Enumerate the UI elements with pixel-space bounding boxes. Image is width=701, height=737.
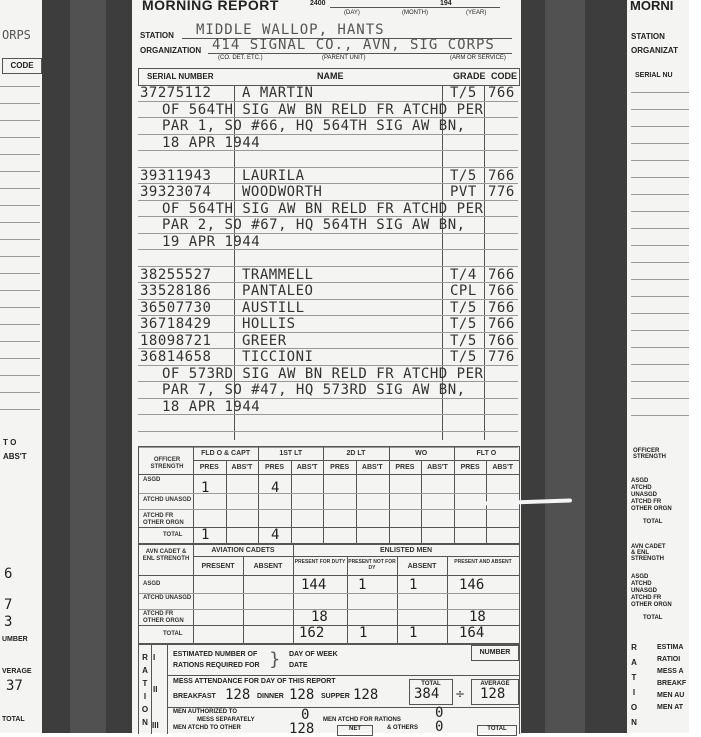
officer-asgd-1lt-pres: 4 (271, 480, 280, 496)
officer-col-rule (519, 447, 520, 543)
rations-date: DATE (289, 662, 308, 669)
entry-serial: 36507730 (140, 299, 212, 316)
form-title: MORNING REPORT (142, 0, 279, 13)
enlisted-col-rule (447, 557, 448, 643)
enlisted-other-total: 18 (469, 609, 486, 625)
right-page-station: STATION (631, 32, 665, 41)
right-page-rule (631, 211, 689, 212)
left-page-rule (0, 154, 40, 155)
entry-remark: PAR 1, SO #66, HQ 564TH SIG AW BN, (162, 118, 466, 134)
enlisted-other-pfd: 18 (311, 609, 328, 625)
officer-group-3: 2D LT (346, 450, 366, 457)
officer-rule (139, 474, 519, 475)
enlisted-row-asgd: ASGD (143, 581, 161, 587)
net-box: NET (337, 725, 373, 736)
entry-remark: OF 564TH SIG AW BN RELD FR ATCHD PER (162, 101, 484, 118)
left-page-num-7: 7 (4, 597, 13, 613)
entry-remark: OF 573RD SIG AW BN RELD FR ATCHD PER (162, 365, 484, 382)
average-box-label: AVERAGE (480, 681, 510, 687)
enlisted-absent: ABSENT (407, 563, 437, 570)
column-code: CODE (491, 71, 518, 81)
officer-absent: ABS'T (231, 464, 253, 471)
org-caption-1: (CO. DET. ETC.) (218, 55, 263, 61)
entry-serial: 18098721 (140, 332, 212, 349)
organization-label: ORGANIZATION (140, 46, 202, 55)
average-box (471, 679, 519, 705)
officer-rule (139, 509, 519, 510)
officer-row-other: ATCHD FR OTHER ORGN (143, 513, 184, 526)
entry-remark-row (138, 102, 518, 119)
entry-remark-row (138, 217, 518, 234)
table-row (138, 333, 518, 350)
officer-absent: ABS'T (492, 464, 514, 471)
right-page-rule (631, 228, 689, 229)
left-page-total: TOTAL (2, 716, 25, 723)
officer-rule (139, 527, 519, 528)
officer-row-asgd: ASGD (143, 477, 161, 483)
entry-grade: T/5 (450, 167, 477, 184)
left-adjacent-page (0, 0, 42, 733)
officer-pres: PRES (264, 464, 285, 471)
entry-serial: 39323074 (140, 184, 212, 200)
right-page-rows-2: ASGD ATCHD UNASGD ATCHD FR OTHER ORGN TOTAL (631, 574, 672, 621)
enlisted-asgd-pnfd: 1 (358, 577, 367, 593)
entry-name: AUSTILL (242, 299, 305, 316)
left-page-rule (0, 222, 40, 223)
officer-row-atchd: ATCHD UNASGD (143, 497, 192, 503)
entry-name: A MARTIN (242, 85, 314, 101)
officer-rule (139, 493, 519, 494)
total-box (409, 679, 453, 705)
dinner-label: DINNER (257, 693, 284, 700)
entry-remark-row (138, 366, 518, 383)
column-header (138, 68, 520, 86)
right-page-rule (631, 364, 689, 365)
station-label: STATION (140, 31, 174, 40)
officer-rule (193, 460, 519, 461)
officer-total-1lt-pres: 4 (271, 527, 280, 543)
organization-line (208, 53, 512, 54)
enlisted-asgd-total: 146 (459, 577, 485, 593)
entry-serial: 39311943 (140, 167, 212, 184)
left-page-rule (0, 358, 40, 359)
enlisted-total-total: 164 (459, 625, 485, 641)
roman-3: III (152, 721, 159, 730)
right-page-rule (631, 126, 689, 127)
right-page-rule (631, 194, 689, 195)
officer-pres: PRES (330, 464, 350, 471)
entry-code: 766 (488, 283, 515, 299)
org-caption-2: (PARENT UNIT) (322, 55, 366, 61)
atchd-rations-value: 0 (435, 705, 444, 721)
entry-remark: PAR 7, SO #47, HQ 573RD SIG AW BN, (162, 382, 466, 398)
entry-remark-row (138, 118, 518, 135)
right-page-rule (631, 296, 689, 297)
officer-group-2: 1ST LT (279, 450, 303, 457)
left-page-rule (0, 341, 40, 342)
rations-estimated: ESTIMATED NUMBER OF (173, 651, 258, 658)
date-caption-month: (MONTH) (402, 10, 428, 16)
officer-group-5: FLT O (476, 450, 497, 457)
right-page-rule (631, 415, 689, 416)
breakfast-label: BREAKFAST (173, 693, 216, 700)
entry-name: PANTALEO (242, 283, 314, 299)
organization-value: 414 SIGNAL CO., AVN, SIG CORPS (212, 37, 495, 53)
total-box-value: 384 (414, 686, 440, 702)
left-page-number: UMBER (2, 636, 28, 643)
film-strip-left-highlight (70, 0, 106, 733)
form-year: 194 (440, 0, 452, 7)
entry-list (138, 85, 518, 440)
table-row (138, 267, 518, 284)
right-page-rule (631, 160, 689, 161)
column-name: NAME (317, 71, 344, 81)
left-page-num-3: 3 (4, 614, 13, 630)
date-caption-day: (DAY) (344, 10, 360, 16)
entry-grade: T/4 (450, 266, 477, 283)
entry-remark: 19 APR 1944 (162, 233, 261, 250)
left-page-abst: ABS'T (3, 452, 27, 461)
entry-grade: T/5 (450, 85, 477, 101)
left-page-rule (0, 409, 40, 410)
entry-remark: OF 564TH SIG AW BN RELD FR ATCHD PER (162, 200, 484, 217)
table-row (138, 283, 518, 300)
station-value: MIDDLE WALLOP, HANTS (196, 22, 385, 38)
atchd-rations: MEN ATCHD FOR RATIONS (323, 717, 401, 723)
total2-box: TOTAL (477, 725, 517, 736)
entry-name: WOODWORTH (242, 184, 323, 200)
left-page-rule (0, 290, 40, 291)
right-page-title: MORNI (630, 0, 674, 13)
officer-pres: PRES (395, 464, 415, 471)
form-time: 2400 (310, 0, 326, 7)
rations-day-of-week: DAY OF WEEK (289, 651, 338, 658)
entry-serial: 36814658 (140, 349, 212, 365)
left-page-average: VERAGE (2, 668, 32, 675)
right-page-rule (631, 330, 689, 331)
enlisted-row-other: ATCHD FR OTHER ORGN (143, 611, 184, 624)
right-page-rows: ASGD ATCHD UNASGD ATCHD FR OTHER ORGN TOTAL (631, 478, 672, 525)
present-for-duty: PRESENT FOR DUTY (294, 559, 346, 565)
officer-col-rule (389, 447, 390, 543)
officer-total-fld-pres: 1 (201, 527, 210, 543)
roman-2: II (153, 685, 158, 694)
officer-col-rule (323, 447, 324, 543)
mess-attendance: MESS ATTENDANCE FOR DAY OF THIS REPORT (173, 678, 336, 685)
left-page-rule (0, 375, 40, 376)
dinner-value: 128 (289, 687, 315, 703)
left-page-corps: ORPS (2, 28, 31, 42)
entry-serial: 37275112 (140, 85, 212, 101)
left-page-rule (0, 137, 40, 138)
authorized-2: MESS SEPARATELY (197, 717, 255, 723)
entry-code: 776 (488, 184, 515, 200)
right-page-rule (631, 398, 689, 399)
rations-section (138, 644, 520, 737)
entry-remark-row (138, 234, 518, 251)
right-page-cadet: AVN CADET & ENL STRENGTH (631, 544, 666, 562)
left-page-rule (0, 392, 40, 393)
left-page-rule (0, 120, 40, 121)
others-value: 0 (435, 719, 444, 735)
table-row (138, 349, 518, 366)
officer-row-total: TOTAL (163, 532, 183, 538)
aviation-cadets-header: AVIATION CADETS (211, 547, 275, 554)
entry-grade: CPL (450, 283, 477, 299)
entry-name: LAURILA (242, 167, 305, 184)
enlisted-total-pnfd: 1 (359, 625, 368, 641)
entry-name: GREER (242, 332, 287, 349)
total-box-label: TOTAL (421, 681, 441, 687)
others-label: & OTHERS (387, 725, 419, 731)
right-page-rule (631, 177, 689, 178)
rations-divider-2 (167, 645, 168, 734)
rations-rule-2 (167, 707, 519, 708)
left-page-rule (0, 171, 40, 172)
supper-value: 128 (353, 687, 379, 703)
left-page-code-header: CODE (2, 58, 42, 74)
authorized-1: MEN AUTHORIZED TO (173, 709, 237, 715)
right-page-serial: SERIAL NU (635, 72, 673, 79)
right-page-rule (631, 143, 689, 144)
entry-remark-row (138, 399, 518, 416)
org-caption-3: (ARM OR SERVICE) (450, 55, 506, 61)
right-page-rule (631, 245, 689, 246)
left-page-rule (0, 239, 40, 240)
entry-name: HOLLIS (242, 316, 296, 332)
entry-remark-row (138, 382, 518, 399)
right-page-officer: OFFICER STRENGTH (633, 448, 666, 460)
right-page-rule (631, 262, 689, 263)
entry-code: 766 (488, 266, 515, 283)
enlisted-total-abs: 1 (409, 625, 418, 641)
left-page-avg-value: 37 (6, 678, 23, 694)
column-serial: SERIAL NUMBER (147, 72, 214, 81)
officer-asgd-fld-pres: 1 (201, 480, 210, 496)
entry-grade: T/5 (450, 299, 477, 316)
present-not-for-duty: PRESENT NOT FOR DY (348, 559, 396, 571)
atchd-other: MEN ATCHD TO OTHER (173, 725, 241, 731)
entry-code: 766 (488, 332, 515, 349)
left-page-to: T O (3, 438, 17, 447)
officer-corner: OFFICER STRENGTH (150, 457, 184, 470)
entry-serial: 33528186 (140, 283, 212, 299)
enlisted-asgd-abs: 1 (409, 577, 418, 593)
entry-grade: T/5 (450, 349, 477, 365)
entry-serial: 38255527 (140, 266, 212, 283)
enlisted-corner: AVN CADET & ENL STRENGTH (142, 549, 190, 562)
rations-number-box: NUMBER (471, 645, 519, 661)
entry-rule (138, 431, 518, 432)
enlisted-asgd-pfd: 144 (301, 577, 327, 593)
left-page-num-6: 6 (4, 566, 13, 582)
enlisted-col-rule (193, 545, 194, 643)
officer-pres: PRES (199, 464, 219, 471)
supper-label: SUPPER (321, 693, 350, 700)
date-caption-year: (YEAR) (466, 10, 487, 16)
atchd-other-value: 128 (289, 721, 315, 737)
entry-remark: 18 APR 1944 (162, 134, 261, 151)
officer-absent: ABS'T (361, 464, 383, 471)
entry-remark-row (138, 135, 518, 152)
left-page-rule (0, 307, 40, 308)
entry-code: 776 (488, 349, 515, 365)
table-row (138, 316, 518, 333)
entry-remark-row (138, 201, 518, 218)
left-page-rule (0, 86, 40, 87)
officer-col-rule (193, 447, 194, 543)
enlisted-row-atchd: ATCHD UNASGD (143, 595, 192, 601)
date-line (330, 7, 500, 8)
table-row (138, 184, 518, 201)
entry-name: TRAMMELL (242, 266, 314, 283)
officer-absent: ABS'T (427, 464, 448, 471)
morning-report-form (132, 0, 521, 737)
officer-col-rule (258, 447, 259, 543)
right-page-rule (631, 347, 689, 348)
breakfast-value: 128 (225, 687, 251, 703)
enlisted-total-pfd: 162 (299, 625, 325, 641)
present-and-absent: PRESENT AND ABSENT (454, 559, 512, 565)
enlisted-row-total: TOTAL (163, 631, 183, 637)
table-row (138, 168, 518, 185)
enlisted-strength-table (138, 544, 520, 644)
film-strip-right-highlight (545, 0, 585, 733)
right-page-side-letters: R A T I O N (630, 643, 638, 727)
entry-name: TICCIONI (242, 349, 314, 365)
table-row (138, 85, 518, 102)
entry-grade: T/5 (450, 332, 477, 349)
entry-grade: PVT (450, 184, 477, 200)
officer-absent: ABS'T (296, 464, 318, 471)
column-grade: GRADE (453, 71, 486, 81)
right-page-rule (631, 92, 689, 93)
entry-code: 766 (488, 85, 515, 101)
right-page-ration-labels: ESTIMA RATIOI MESS A BREAKF MEN AU MEN AT (657, 644, 687, 711)
enlisted-men-header: ENLISTED MEN (379, 547, 433, 554)
rations-side-letters: R A T I O N (141, 653, 149, 727)
entry-remark: PAR 2, SO #67, HQ 564TH SIG AW BN, (162, 217, 466, 233)
left-page-rule (0, 273, 40, 274)
right-page-rule (631, 381, 689, 382)
left-page-rule (0, 324, 40, 325)
entry-code: 766 (488, 316, 515, 332)
right-page-rule (631, 313, 689, 314)
officer-pres: PRES (460, 464, 480, 471)
enlisted-rule (139, 575, 519, 576)
roman-1: I (153, 653, 156, 662)
left-page-rule (0, 256, 40, 257)
enlisted-rule (139, 609, 519, 610)
enlisted-rule (139, 593, 519, 594)
rations-brace: } (269, 649, 281, 670)
cadets-absent: ABSENT (253, 563, 283, 570)
officer-strength-table (138, 446, 520, 544)
cadets-present: PRESENT (201, 563, 235, 570)
rations-required: RATIONS REQUIRED FOR (173, 662, 260, 669)
authorized-value: 0 (301, 707, 310, 723)
entry-remark: 18 APR 1944 (162, 398, 261, 415)
entry-serial: 36718429 (140, 316, 212, 332)
entry-code: 766 (488, 167, 515, 184)
divide-sign: ÷ (455, 687, 466, 701)
right-adjacent-page (627, 0, 689, 733)
officer-group-1: FLD O & CAPT (201, 450, 251, 457)
average-box-value: 128 (480, 686, 506, 702)
left-page-rule (0, 205, 40, 206)
officer-col-rule (454, 447, 455, 543)
entry-grade: T/5 (450, 316, 477, 332)
left-page-rule (0, 103, 40, 104)
right-page-rule (631, 279, 689, 280)
right-page-rule (631, 109, 689, 110)
left-page-rule (0, 188, 40, 189)
enlisted-rule (193, 556, 519, 557)
table-row (138, 300, 518, 317)
entry-code: 766 (488, 299, 515, 316)
officer-group-4: WO (415, 450, 428, 457)
rations-rule-1 (167, 675, 519, 676)
right-page-organization: ORGANIZAT (631, 46, 678, 55)
